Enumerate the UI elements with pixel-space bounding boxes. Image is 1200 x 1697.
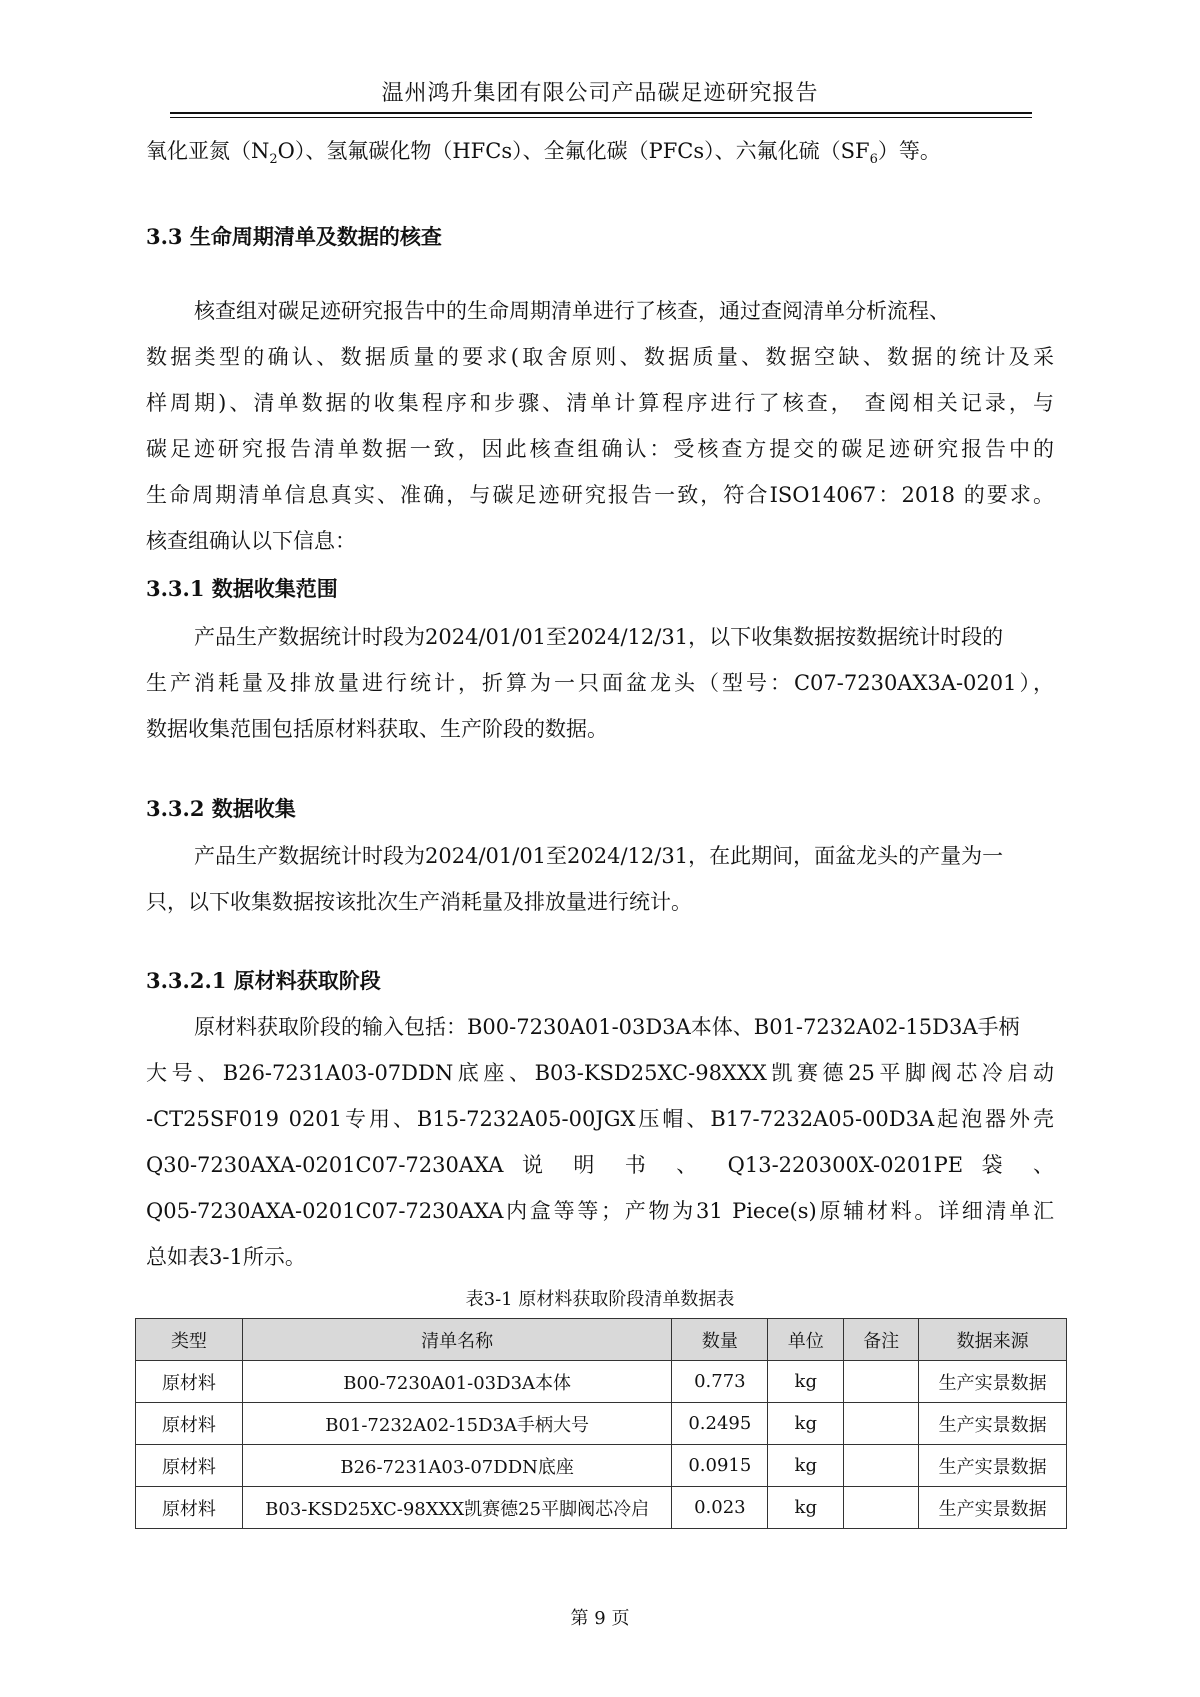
table-cell: 0.023 [672, 1487, 768, 1529]
heading-3-3: 3.3 生命周期清单及数据的核查 [146, 224, 442, 249]
table-cell [844, 1487, 919, 1529]
table-cell [844, 1445, 919, 1487]
paragraph-line: 样周期)、清单数据的收集程序和步骤、清单计算程序进行了核查， 查阅相关记录，与 [146, 391, 1054, 415]
table-cell: 原材料 [136, 1361, 243, 1403]
table-row [136, 1487, 1067, 1529]
table-cell: 原材料 [136, 1487, 243, 1529]
table-header-row [136, 1319, 1067, 1361]
paragraph-line: 生产消耗量及排放量进行统计，折算为一只面盆龙头（型号：C07-7230AX3A-0201）， [146, 671, 1054, 695]
table-cell: 生产实景数据 [919, 1487, 1067, 1529]
material-inventory-table [135, 1318, 1067, 1529]
table-cell [844, 1403, 919, 1445]
table-header-cell: 数量 [672, 1319, 768, 1361]
paragraph-line: Q30-7230AXA-0201C07-7230AXA 说 明 书 、 Q13-220300X-0201PE 袋 、 [146, 1153, 1054, 1177]
table-cell: kg [768, 1445, 844, 1487]
paragraph-line: 原材料获取阶段的输入包括：B00-7230A01-03D3A本体、B01-7232A02-15D3A手柄 [194, 1015, 1020, 1039]
table-cell: B26-7231A03-07DDN底座 [242, 1445, 671, 1487]
table-cell: 0.773 [672, 1361, 768, 1403]
table-cell [844, 1361, 919, 1403]
table-header-cell: 数据来源 [919, 1319, 1067, 1361]
table-cell: 0.0915 [672, 1445, 768, 1487]
paragraph-line: 产品生产数据统计时段为2024/01/01至2024/12/31，在此期间，面盆龙头的产量为一 [194, 844, 1004, 868]
table-cell: 生产实景数据 [919, 1361, 1067, 1403]
paragraph-line: 核查组对碳足迹研究报告中的生命周期清单进行了核查，通过查阅清单分析流程、 [194, 299, 950, 323]
table-cell: B03-KSD25XC-98XXX凯赛德25平脚阀芯冷启 [242, 1487, 671, 1529]
header-title: 温州鸿升集团有限公司产品碳足迹研究报告 [381, 81, 819, 106]
table-cell: B01-7232A02-15D3A手柄大号 [242, 1403, 671, 1445]
table-header-cell: 备注 [844, 1319, 919, 1361]
table-header-cell: 类型 [136, 1319, 243, 1361]
header-rule-thin [170, 117, 1032, 118]
header-rule [170, 112, 1032, 114]
table-cell: 0.2495 [672, 1403, 768, 1445]
heading-3-3-2: 3.3.2 数据收集 [146, 796, 296, 821]
heading-3-3-1: 3.3.1 数据收集范围 [146, 576, 338, 601]
table-header-cell: 单位 [768, 1319, 844, 1361]
paragraph-line: 数据类型的确认、数据质量的要求(取舍原则、数据质量、数据空缺、数据的统计及采 [146, 345, 1054, 369]
paragraph-line: 核查组确认以下信息： [146, 529, 356, 553]
table-cell: 原材料 [136, 1445, 243, 1487]
paragraph-line: -CT25SF019 0201专用、B15-7232A05-00JGX压帽、B17-7232A05-00D3A起泡器外壳 [146, 1107, 1054, 1131]
paragraph-line: 碳足迹研究报告清单数据一致，因此核查组确认：受核查方提交的碳足迹研究报告中的 [146, 437, 1054, 461]
table-cell: B00-7230A01-03D3A本体 [242, 1361, 671, 1403]
heading-3-3-2-1: 3.3.2.1 原材料获取阶段 [146, 968, 381, 993]
paragraph-line: 数据收集范围包括原材料获取、生产阶段的数据。 [146, 717, 608, 741]
table-cell: kg [768, 1403, 844, 1445]
paragraph-line: Q05-7230AXA-0201C07-7230AXA内盒等等；产物为31 Piece(s)原辅材料。详细清单汇 [146, 1199, 1054, 1223]
paragraph-line: 只，以下收集数据按该批次生产消耗量及排放量进行统计。 [146, 890, 692, 914]
table-cell: 生产实景数据 [919, 1403, 1067, 1445]
table-cell: kg [768, 1487, 844, 1529]
table-row [136, 1445, 1067, 1487]
table-header-cell: 清单名称 [242, 1319, 671, 1361]
table-cell: 生产实景数据 [919, 1445, 1067, 1487]
paragraph-line: 总如表3-1所示。 [146, 1245, 306, 1269]
table-cell: 原材料 [136, 1403, 243, 1445]
page-number: 第 9 页 [570, 1608, 630, 1629]
paragraph-line: 大号、B26-7231A03-07DDN底座、B03-KSD25XC-98XXX凯赛德25平脚阀芯冷启动 [146, 1061, 1054, 1085]
paragraph-line: 产品生产数据统计时段为2024/01/01至2024/12/31，以下收集数据按数据统计时段的 [194, 625, 1004, 649]
table-cell: kg [768, 1361, 844, 1403]
paragraph-line: 生命周期清单信息真实、准确，与碳足迹研究报告一致，符合ISO14067：2018 的要求。 [146, 483, 1054, 507]
table-row [136, 1403, 1067, 1445]
table-row [136, 1361, 1067, 1403]
table-caption: 表3-1 原材料获取阶段清单数据表 [465, 1289, 735, 1310]
intro-line: 氧化亚氮$(N_2O)$、氢氟碳化物（HFCs）、全氟化碳（PFCs）、六氟化硫$(SF_6)$等。 [146, 139, 941, 168]
